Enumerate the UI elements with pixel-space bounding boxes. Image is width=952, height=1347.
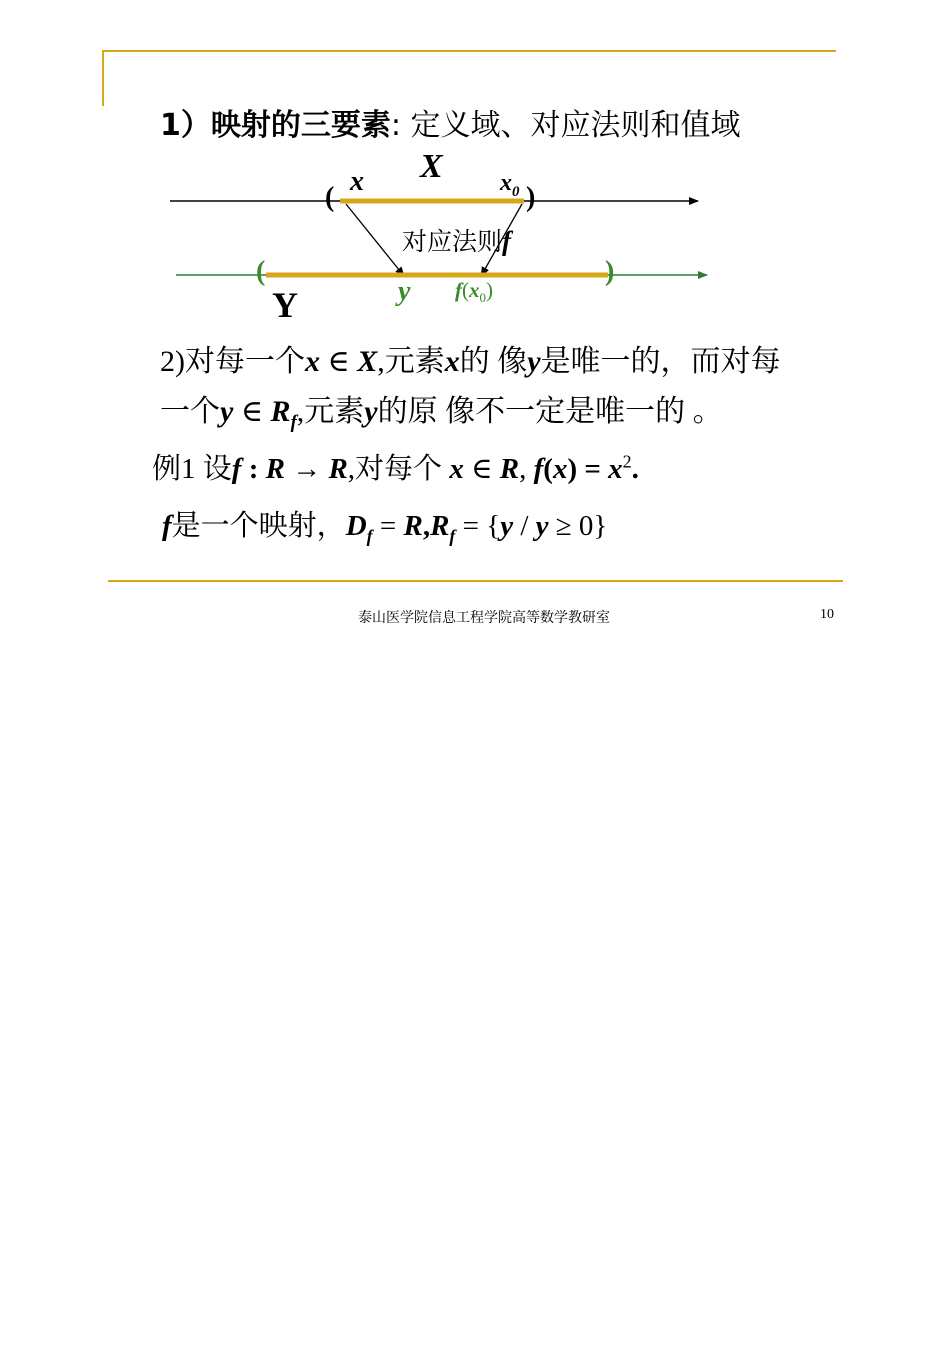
heading-bold: 1）映射的三要素 (160, 108, 391, 143)
text-run: f (231, 453, 242, 485)
text-run: x (449, 453, 464, 485)
page-number: 10 (820, 607, 834, 622)
text-run: y (535, 510, 549, 542)
label-fx0 (455, 278, 494, 306)
text-run: . (631, 453, 639, 485)
text-run: ) = (567, 453, 609, 485)
text-run: R (430, 510, 450, 542)
y-open-paren: ( (256, 256, 266, 287)
rule-f: f (502, 226, 512, 256)
text-run: / (513, 510, 536, 542)
text-run: ∈ (233, 395, 271, 428)
rule-label (402, 222, 511, 258)
text-run: ,元素 (296, 395, 365, 428)
text-run: ∈ (320, 345, 358, 378)
text-run: y (527, 345, 541, 378)
label-y: y (398, 276, 411, 307)
label-big-Y: Y (272, 285, 298, 325)
fx0-sub: 0 (479, 290, 487, 306)
text-run: 是唯一的，而对每 (540, 345, 781, 378)
text-run: D (345, 510, 367, 542)
x-close-paren: ) (526, 182, 536, 213)
footer-rule (108, 580, 843, 582)
fx0-close: ) (486, 278, 494, 302)
x-open-paren: ( (325, 182, 335, 213)
text-run: R (265, 453, 285, 485)
label-x0-sub: 0 (512, 183, 520, 200)
fx0-open: ( (462, 278, 469, 302)
text-run: ≥ 0} (548, 510, 608, 542)
text-run: 例1 设 (152, 453, 232, 485)
example-line1 (152, 446, 639, 487)
text-run: = (372, 510, 404, 542)
text-run: x (552, 453, 568, 485)
text-run: 的原 像不一定是唯一的 。 (377, 395, 723, 428)
label-x0 (500, 170, 520, 200)
text-run: f (449, 525, 456, 546)
example-line2 (162, 503, 607, 544)
label-x0-base: x (500, 170, 512, 196)
text-run: 是一个映射， (171, 510, 346, 542)
map-arrow-x (346, 204, 404, 276)
text-run: y (500, 510, 514, 542)
top-rule (102, 50, 836, 52)
text-run: f (366, 525, 373, 546)
point2-line1 (160, 336, 781, 380)
text-run: : (241, 453, 266, 485)
text-run: f (290, 412, 297, 433)
text-run: 2 (622, 451, 632, 472)
text-run: → (284, 453, 329, 485)
text-run: f (533, 453, 544, 485)
heading-rest: : 定义域、对应法则和值域 (390, 108, 741, 143)
fx0-f: f (455, 278, 462, 302)
text-run: f (162, 510, 172, 542)
text-run: R (270, 395, 291, 428)
text-run: 的 像 (459, 345, 528, 378)
text-run: y (220, 395, 234, 428)
text-run: 2)对每一个 (160, 345, 305, 378)
label-x: x (350, 166, 364, 197)
text-run: ∈ (463, 453, 500, 485)
text-run: ,元素 (377, 345, 445, 378)
text-run: x (608, 453, 623, 485)
footer-text: 泰山医学院信息工程学院高等数学教研室 (358, 611, 610, 626)
y-close-paren: ) (605, 256, 615, 287)
text-run: , (422, 510, 431, 542)
point2-line2 (160, 386, 723, 433)
fx0-x: x (469, 278, 480, 302)
text-run: = { (455, 510, 501, 542)
text-run: X (357, 345, 378, 378)
text-run: , (519, 453, 534, 485)
text-run: ,对每个 (347, 453, 450, 485)
label-big-X: X (420, 148, 443, 185)
text-run: y (364, 395, 378, 428)
heading-1 (160, 100, 741, 144)
text-run: x (305, 345, 320, 378)
rule-text: 对应法则 (402, 227, 503, 256)
text-run: R (499, 453, 520, 485)
text-run: 一个 (160, 395, 220, 428)
text-run: ( (543, 453, 553, 485)
text-run: R (403, 510, 423, 542)
left-rule (102, 50, 104, 106)
text-run: x (444, 345, 460, 378)
text-run: R (328, 453, 348, 485)
